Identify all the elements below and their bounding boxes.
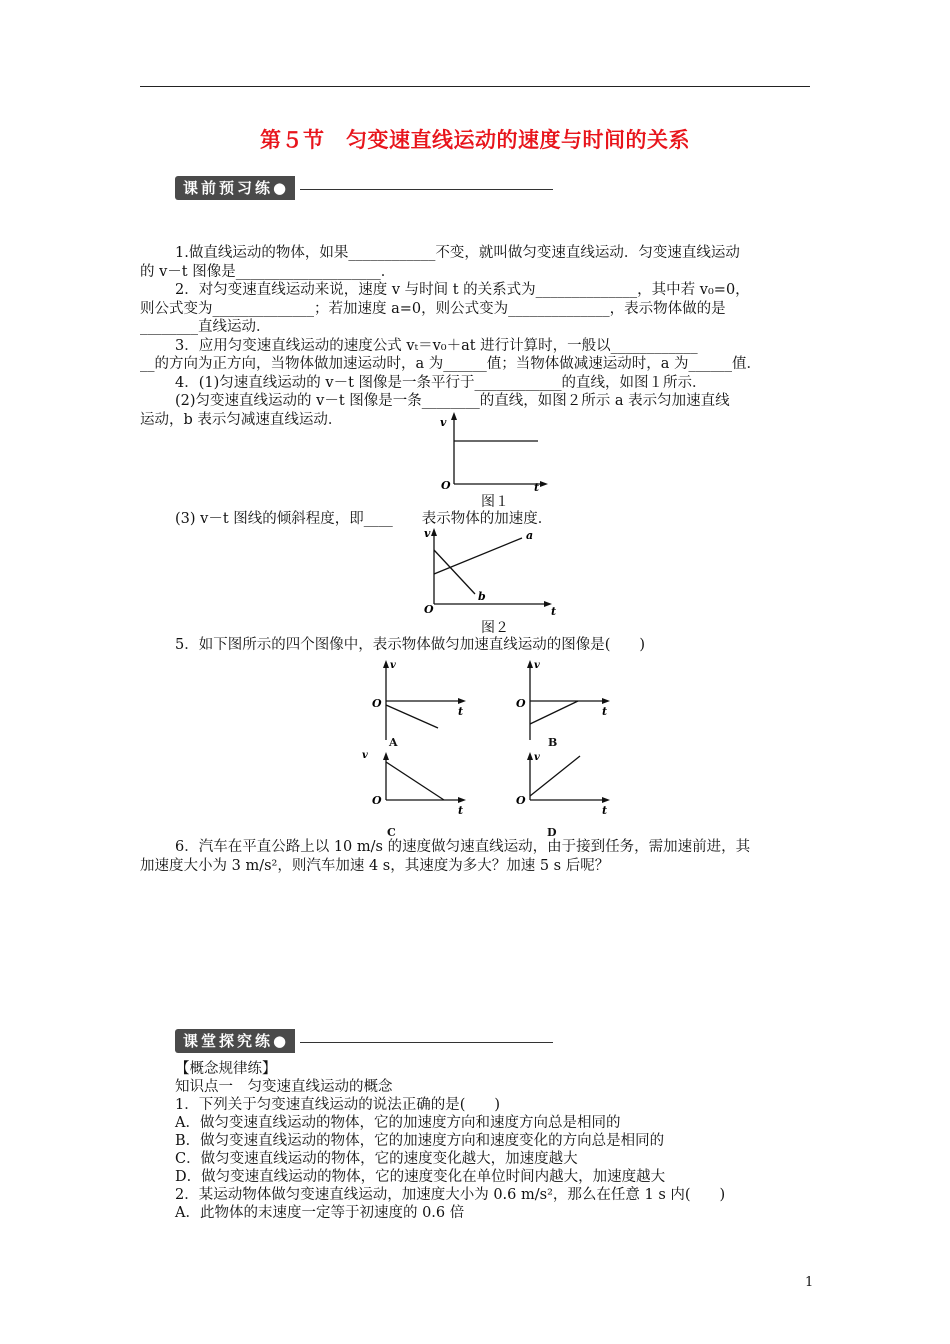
graph-line bbox=[386, 705, 438, 728]
question-1-line-2: 的 v－t 图像是____________________． bbox=[140, 264, 396, 280]
exercise-2-option-a: A．此物体的末速度一定等于初速度的 0.6 倍 bbox=[175, 1205, 465, 1221]
question-6-line-2: 加速度大小为 3 m/s²，则汽车加速 4 s，其速度为多大？加速 5 s 后呢？ bbox=[140, 858, 610, 874]
line-a bbox=[434, 538, 522, 574]
graph-line bbox=[386, 762, 444, 800]
concept-heading: 【概念规律练】 bbox=[175, 1061, 277, 1077]
axis-label-t: t bbox=[458, 804, 464, 817]
axis-label-v: v bbox=[424, 527, 431, 540]
page-number: 1 bbox=[805, 1275, 814, 1290]
arrow-icon bbox=[602, 797, 610, 803]
exercise-1-option-c: C．做匀变速直线运动的物体，它的速度变化越大，加速度越大 bbox=[175, 1151, 578, 1167]
exercise-1-option-b: B．做匀变速直线运动的物体，它的加速度方向和速度变化的方向总是相同的 bbox=[175, 1133, 665, 1149]
arrow-icon bbox=[431, 528, 437, 536]
origin-label: O bbox=[424, 603, 434, 616]
question-4-line-4: (3) v－t 图线的倾斜程度，即____ 表示物体的加速度． bbox=[175, 511, 553, 527]
axis-label-v: v bbox=[440, 416, 447, 429]
option-a-graph bbox=[366, 656, 476, 748]
page-title: 第５节 匀变速直线运动的速度与时间的关系 bbox=[260, 128, 690, 152]
option-d-label: D bbox=[547, 826, 557, 839]
axis-label-v: v bbox=[390, 660, 396, 671]
arrow-icon bbox=[458, 698, 466, 704]
axis-label-t: t bbox=[458, 705, 464, 718]
question-3-line-2: __的方向为正方向，当物体做加速运动时，a 为______值；当物体做减速运动时，a 为______值． bbox=[140, 356, 762, 372]
figure-2-caption: 图２ bbox=[481, 620, 509, 636]
axis-label-t: t bbox=[602, 705, 608, 718]
option-b-graph bbox=[510, 656, 620, 748]
question-5: 5．如下图所示的四个图像中，表示物体做匀加速直线运动的图像是( ) bbox=[175, 637, 646, 653]
axis-label-t: t bbox=[551, 605, 557, 618]
arrow-icon bbox=[527, 660, 533, 668]
origin-label: O bbox=[516, 697, 526, 710]
question-2-line-3: ________直线运动． bbox=[140, 319, 271, 335]
arrow-icon bbox=[451, 412, 457, 420]
origin-label: O bbox=[372, 794, 382, 807]
exercise-1: 1．下列关于匀变速直线运动的说法正确的是( ) bbox=[175, 1097, 501, 1113]
arrow-icon bbox=[383, 660, 389, 668]
exercise-2: 2．某运动物体做匀变速直线运动，加速度大小为 0.6 m/s²，那么在任意 1 s 内( ) bbox=[175, 1187, 726, 1203]
option-a-label: A bbox=[389, 736, 398, 749]
figure-1-caption: 图１ bbox=[481, 494, 509, 510]
arrow-icon bbox=[540, 481, 548, 487]
option-c-graph bbox=[362, 748, 476, 818]
exercise-1-option-d: D．做匀变速直线运动的物体，它的速度变化在单位时间内越大，加速度越大 bbox=[175, 1169, 666, 1185]
question-4-line-3: 运动，b 表示匀减速直线运动． bbox=[140, 412, 343, 428]
axis-label-v: v bbox=[362, 750, 368, 761]
figure-2-graph bbox=[420, 520, 570, 618]
axis-label-t: t bbox=[602, 804, 608, 817]
axis-label-v: v bbox=[534, 752, 540, 763]
option-b-label: B bbox=[548, 736, 558, 749]
origin-label: O bbox=[372, 697, 382, 710]
figure-1-graph bbox=[420, 410, 570, 494]
question-3-line-1: 3．应用匀变速直线运动的速度公式 vₜ＝v₀＋at 进行计算时，一般以____________ bbox=[175, 338, 698, 354]
line-a-label: a bbox=[526, 529, 534, 542]
question-4-line-2: (2)匀变速直线运动的 v－t 图像是一条________的直线，如图２所示 a 表示匀加速直线 bbox=[175, 393, 730, 409]
graph-line bbox=[530, 701, 578, 724]
question-2-line-2: 则公式变为______________；若加速度 a=0，则公式变为______________，表示物体做的是 bbox=[140, 301, 726, 317]
line-b-label: b bbox=[478, 590, 486, 603]
arrow-icon bbox=[527, 752, 533, 760]
option-c-label: C bbox=[387, 826, 396, 839]
question-4-line-1: 4．(1)匀速直线运动的 v－t 图像是一条平行于____________的直线，如图１所示． bbox=[175, 375, 707, 391]
section-divider bbox=[300, 189, 553, 190]
question-2-line-1: 2．对匀变速直线运动来说，速度 v 与时间 t 的关系式为______________，其中若 v₀=0， bbox=[175, 282, 750, 298]
exercise-1-option-a: A．做匀变速直线运动的物体，它的加速度方向和速度方向总是相同的 bbox=[175, 1115, 621, 1131]
section-tab-classroom: 课堂探究练● bbox=[175, 1029, 295, 1053]
origin-label: O bbox=[441, 479, 451, 492]
header-rule bbox=[140, 86, 810, 87]
axis-label-v: v bbox=[534, 660, 540, 671]
knowledge-point-1: 知识点一 匀变速直线运动的概念 bbox=[175, 1079, 393, 1095]
question-1-line-1: 1.做直线运动的物体，如果____________不变，就叫做匀变速直线运动．匀变速直线运动 bbox=[175, 245, 740, 261]
arrow-icon bbox=[383, 752, 389, 760]
question-6-line-1: 6．汽车在平直公路上以 10 m/s 的速度做匀速直线运动，由于接到任务，需加速前进，其 bbox=[175, 839, 751, 855]
arrow-icon bbox=[458, 797, 466, 803]
section-divider bbox=[300, 1042, 553, 1043]
arrow-icon bbox=[602, 698, 610, 704]
option-d-graph bbox=[510, 748, 620, 818]
origin-label: O bbox=[516, 794, 526, 807]
section-tab-preview: 课前预习练● bbox=[175, 176, 295, 200]
axis-label-t: t bbox=[534, 481, 540, 494]
